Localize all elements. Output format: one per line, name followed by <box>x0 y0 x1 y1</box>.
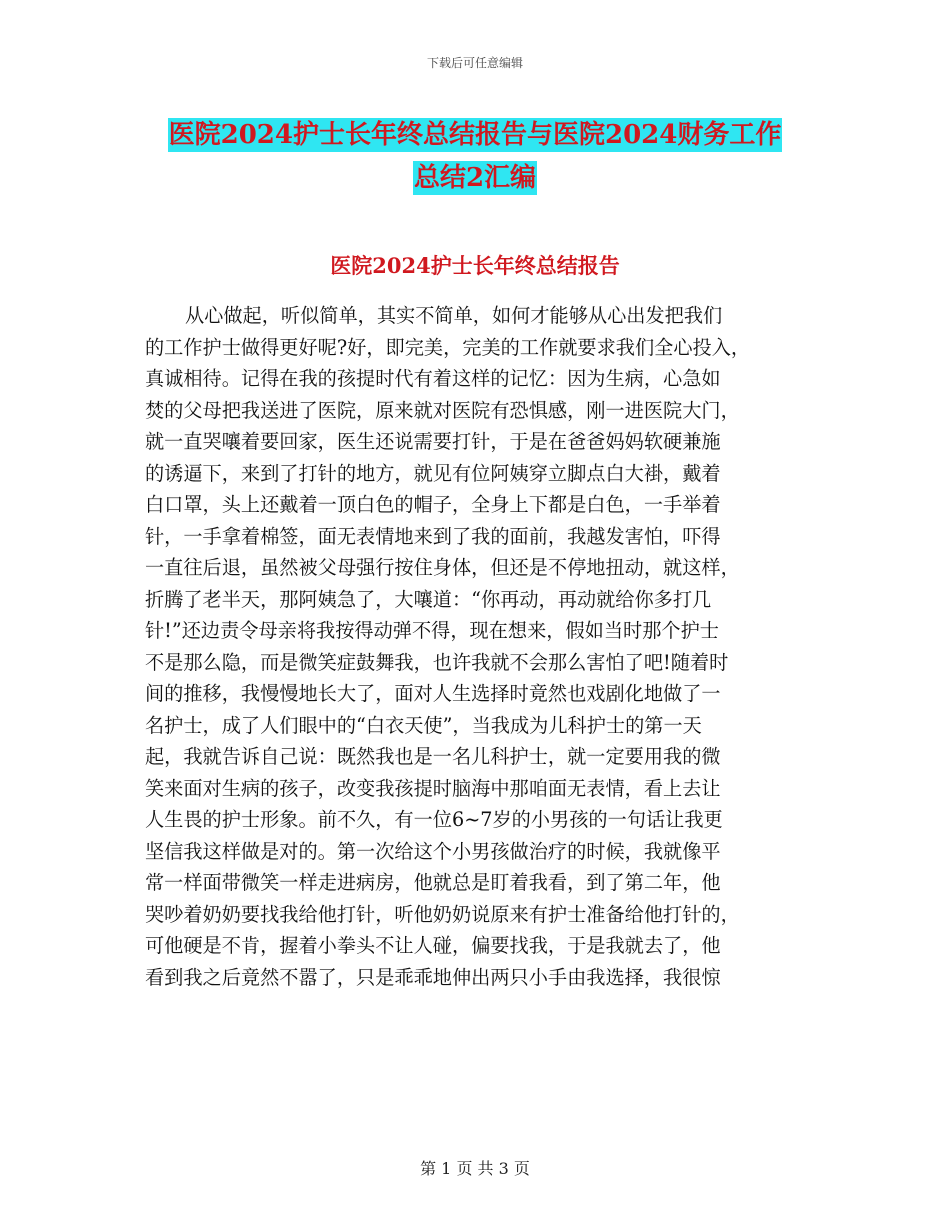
body-line: 间的推移，我慢慢地长大了，面对人生选择时竟然也戏剧化地做了一 <box>145 682 721 705</box>
body-line: 从心做起，听似简单，其实不简单，如何才能够从心出发把我们 <box>185 304 723 327</box>
title-highlight-2: 总结2汇编 <box>413 163 537 193</box>
body-line: 的诱逼下，来到了打针的地方，就见有位阿姨穿立脚点白大褂，戴着 <box>145 461 721 485</box>
body-line: 白口罩，头上还戴着一顶白色的帽子，全身上下都是白色，一手举着 <box>145 493 721 516</box>
body-line: 针，一手拿着棉签，面无表情地来到了我的面前，我越发害怕，吓得 <box>145 524 721 548</box>
page-footer: 第 1 页 共 3 页 <box>420 1159 530 1178</box>
body-line: 坚信我这样做是对的。第一次给这个小男孩做治疗的时候，我就像平 <box>145 839 721 863</box>
body-line: 看到我之后竟然不嚣了，只是乖乖地伸出两只小手由我选择，我很惊 <box>145 965 721 989</box>
body-line: 人生畏的护士形象。前不久，有一位6~7岁的小男孩的一句话让我更 <box>145 808 723 831</box>
body-line: 可他硬是不肯，握着小拳头不让人碰，偏要找我，于是我就去了，他 <box>145 934 721 957</box>
body-line: 真诚相待。记得在我的孩提时代有着这样的记忆：因为生病，心急如 <box>145 367 721 390</box>
body-line: 一直往后退，虽然被父母强行按住身体，但还是不停地扭动，就这样， <box>145 556 740 579</box>
document-title-line-2 <box>0 157 950 194</box>
body-line: 的工作护士做得更好呢?好，即完美，完美的工作就要求我们全心投入， <box>145 335 751 359</box>
body-line: 不是那么隐，而是微笑症鼓舞我，也许我就不会那么害怕了吧!随着时 <box>145 650 729 674</box>
body-line: 名护士，成了人们眼中的“白衣天使”，当我成为儿科护士的第一天 <box>145 713 702 737</box>
page-header: 下载后可任意编辑 <box>426 56 523 70</box>
body-line: 笑来面对生病的孩子，改变我孩提时脑海中那咱面无表情，看上去让 <box>145 776 721 800</box>
body-line: 起，我就告诉自己说：既然我也是一名儿科护士，就一定要用我的微 <box>145 745 721 768</box>
body-paragraph <box>145 300 810 993</box>
section-title: 医院2024护士长年终总结报告 <box>330 253 620 278</box>
body-line: 哭吵着奶奶要找我给他打针，听他奶奶说原来有护士准备给他打针的， <box>145 902 740 926</box>
body-line: 焚的父母把我送进了医院，原来就对医院有恐惧感，刚一进医院大门， <box>145 398 740 422</box>
body-line: 常一样面带微笑一样走进病房，他就总是盯着我看，到了第二年，他 <box>145 871 721 894</box>
body-line: 折腾了老半天，那阿姨急了，大嚷道：“你再动，再动就给你多打几 <box>145 587 712 611</box>
body-line: 就一直哭嚷着要回家，医生还说需要打针，于是在爸爸妈妈软硬兼施 <box>145 430 721 453</box>
document-title-line-1 <box>0 114 950 151</box>
body-line: 针!”还边责令母亲将我按得动弹不得，现在想来，假如当时那个护士 <box>145 619 719 642</box>
title-highlight-1: 医院2024护士长年终总结报告与医院2024财务工作 <box>168 120 782 150</box>
